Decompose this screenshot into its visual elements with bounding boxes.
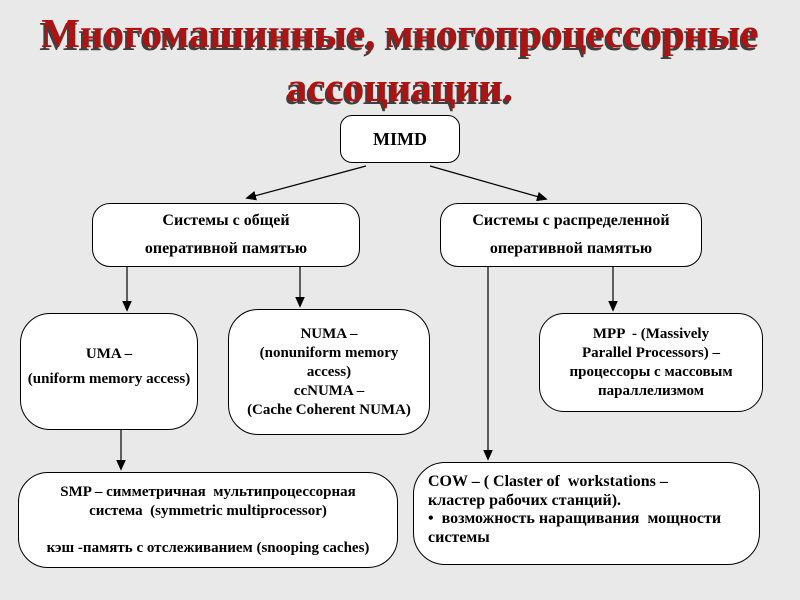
node-mpp-line4: параллелизмом	[598, 382, 704, 399]
slide-title-line2: ассоциации.	[286, 64, 514, 110]
node-smp-line1: SMP – симметричная мультипроцессорная	[60, 484, 356, 500]
node-shared-line1: Системы с общей	[162, 212, 290, 229]
arrow-mimd-to-distributed	[430, 166, 546, 199]
node-uma-line1: UMA –	[85, 346, 133, 362]
node-distributed-line1: Системы с распределенной	[472, 212, 670, 229]
node-mpp-line3: процессоры с массовым	[569, 363, 733, 380]
node-numa-line4: ccNUMA –	[293, 382, 365, 399]
node-cow-line3: • возможность наращивания мощности	[428, 510, 722, 527]
node-shared-memory-systems	[92, 203, 360, 267]
node-cow-line4: системы	[428, 528, 490, 546]
node-cow-line2: кластер рабочих станций).	[428, 491, 622, 509]
node-mpp-line2: Parallel Processors) –	[581, 344, 720, 361]
node-numa-line1: NUMA –	[300, 325, 358, 342]
node-mpp	[539, 313, 763, 412]
node-smp-line3: кэш -память с отслеживанием (snooping caches)	[46, 539, 370, 556]
node-numa-line3: access)	[306, 363, 352, 380]
slide-title-line1: Многомашинные, многопроцессорные	[41, 10, 759, 56]
node-smp-line2: система (symmetric multiprocessor)	[89, 502, 327, 519]
node-mpp-line1: MPP - (Massively	[592, 325, 710, 342]
node-numa-line5: (Cache Coherent NUMA)	[247, 401, 411, 418]
node-distributed-line2: оперативной памятью	[489, 240, 653, 257]
node-numa	[228, 309, 430, 435]
node-cow	[413, 462, 760, 565]
node-shared-line2: оперативной памятью	[144, 240, 308, 257]
node-distributed-memory-systems	[440, 203, 702, 267]
node-uma-line2: (uniform memory access)	[27, 371, 191, 387]
node-mimd-label: MIMD	[373, 128, 427, 149]
node-smp	[18, 472, 398, 568]
node-numa-line2: (nonuniform memory	[259, 344, 399, 361]
arrow-mimd-to-shared	[247, 166, 366, 198]
node-uma	[20, 313, 198, 430]
slide-title	[0, 6, 800, 114]
node-mimd	[340, 115, 460, 163]
node-cow-line1: COW – ( Claster of workstations –	[428, 473, 668, 490]
